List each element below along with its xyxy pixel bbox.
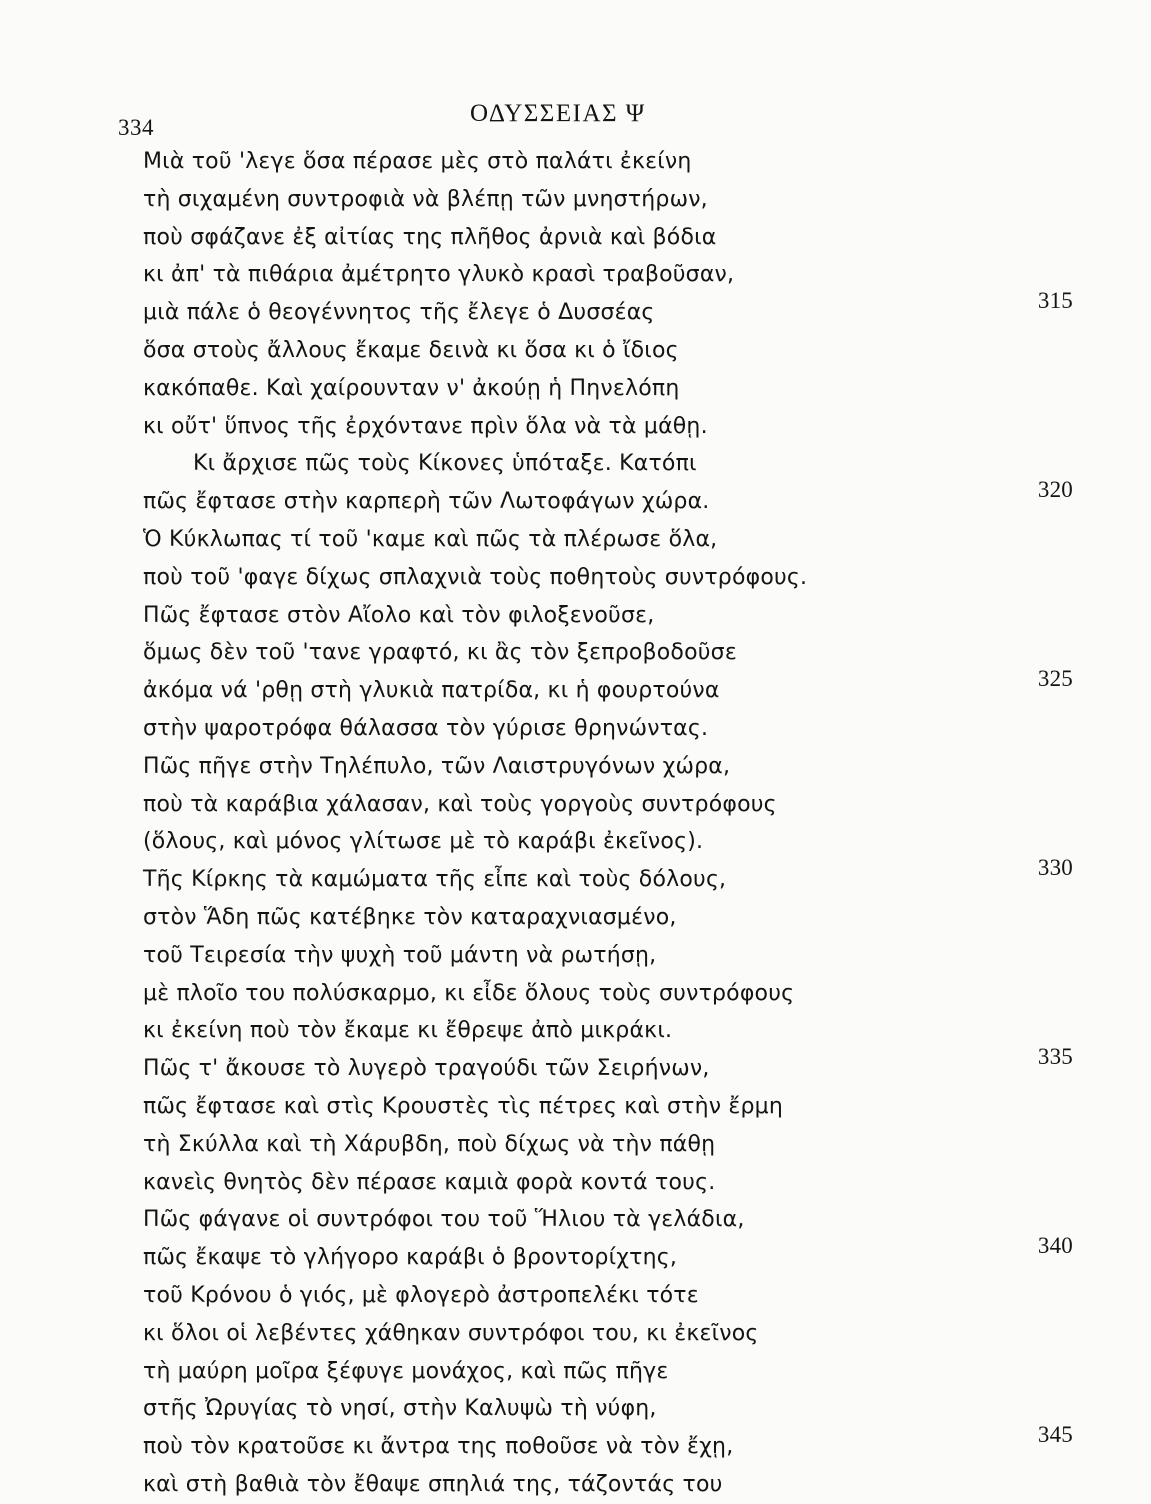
line-number: 320 <box>1037 477 1073 503</box>
verse-line <box>143 748 1083 786</box>
line-number: 345 <box>1037 1422 1073 1448</box>
verse-line <box>143 937 1083 975</box>
line-number: 340 <box>1037 1233 1073 1259</box>
verse-line <box>143 477 1083 521</box>
running-title: ΟΔΥΣΣΕΙΑΣ Ψ <box>470 100 646 127</box>
verse-line <box>143 1164 1083 1202</box>
verse-line <box>143 975 1083 1013</box>
verse-line <box>143 521 1083 559</box>
verse-line <box>143 1277 1083 1315</box>
verse-line <box>143 181 1083 219</box>
verse-line <box>143 288 1083 332</box>
verse-text: ὅμως δὲν τοῦ 'τανε γραφτό, κι ἂς τὸν ξεπροβοδοῦσε <box>143 640 737 666</box>
verse-line <box>143 823 1083 861</box>
verse-text: τὴ σιχαμένη συντροφιὰ νὰ βλέπῃ τῶν μνηστήρων, <box>143 186 708 212</box>
verse-line <box>143 1201 1083 1239</box>
verse-text: κι οὔτ' ὕπνος τῆς ἐρχόντανε πρὶν ὅλα νὰ τὰ μάθῃ. <box>143 413 708 439</box>
verse-text: κι ὅλοι οἱ λεβέντες χάθηκαν συντρόφοι του, κι ἐκεῖνος <box>143 1320 759 1346</box>
verse-line <box>143 1088 1083 1126</box>
verse-text: (ὅλους, καὶ μόνος γλίτωσε μὲ τὸ καράβι ἐκεῖνος). <box>143 829 704 855</box>
verse-line <box>143 1126 1083 1164</box>
verse-text: Τῆς Κίρκης τὰ καμώματα τῆς εἶπε καὶ τοὺς δόλους, <box>143 867 727 893</box>
verse-line <box>143 445 1083 483</box>
verse-line <box>143 899 1083 937</box>
verse-line <box>143 666 1083 710</box>
verse-line <box>143 219 1083 257</box>
verse-text: τοῦ Κρόνου ὁ γιός, μὲ φλογερὸ ἀστροπελέκι τότε <box>143 1282 699 1308</box>
verse-text: κι ἀπ' τὰ πιθάρια ἀμέτρητο γλυκὸ κρασὶ τραβοῦσαν, <box>143 262 735 288</box>
line-number: 330 <box>1037 855 1073 881</box>
verse-text: μὲ πλοῖο του πολύσκαρμο, κι εἶδε ὅλους τοὺς συντρόφους <box>143 980 795 1006</box>
verse-text: μιὰ πάλε ὁ θεογέννητος τῆς ἔλεγε ὁ Δυσσέας <box>143 300 655 326</box>
verse-text: στὸν Ἅδη πῶς κατέβηκε τὸν καταραχνιασμένο, <box>143 904 677 930</box>
verse-line <box>143 597 1083 635</box>
verse-line <box>143 1012 1083 1050</box>
verse-line <box>143 256 1083 294</box>
verse-text: Πῶς φάγανε οἱ συντρόφοι του τοῦ Ἥλιου τὰ γελάδια, <box>143 1207 745 1233</box>
verse-text: ποὺ τὰ καράβια χάλασαν, καὶ τοὺς γοργοὺς συντρόφους <box>143 791 777 817</box>
verse-line <box>143 1315 1083 1353</box>
verse-text: Ὁ Κύκλωπας τί τοῦ 'καμε καὶ πῶς τὰ πλέρωσε ὅλα, <box>143 526 718 552</box>
verse-text: τὴ Σκύλλα καὶ τὴ Χάρυβδη, ποὺ δίχως νὰ τὴν πάθῃ <box>143 1131 716 1157</box>
verse-line <box>143 559 1083 597</box>
verse-text: ἀκόμα νά 'ρθῃ στὴ γλυκιὰ πατρίδα, κι ἡ φουρτούνα <box>143 678 720 704</box>
verse-line <box>143 1422 1083 1466</box>
verse-block <box>143 143 1083 1504</box>
verse-text: Κι ἄρχισε πῶς τοὺς Κίκονες ὑπόταξε. Κατόπι <box>193 451 697 477</box>
verse-text: τὴ μαύρη μοῖρα ξέφυγε μονάχος, καὶ πῶς πῆγε <box>143 1358 669 1384</box>
verse-line <box>143 1044 1083 1088</box>
verse-line <box>143 786 1083 824</box>
verse-line <box>143 634 1083 672</box>
verse-line <box>143 1353 1083 1391</box>
line-number: 325 <box>1037 666 1073 692</box>
verse-line <box>143 370 1083 408</box>
verse-text: ποὺ τὸν κρατοῦσε κι ἄντρα της ποθοῦσε νὰ τὸν ἔχῃ, <box>143 1434 734 1460</box>
verse-text: τοῦ Τειρεσία τὴν ψυχὴ τοῦ μάντη νὰ ρωτήσῃ, <box>143 942 657 968</box>
verse-text: καὶ στὴ βαθιὰ τὸν ἔθαψε σπηλιά της, τάζοντάς του <box>143 1471 723 1497</box>
verse-text: ποὺ τοῦ 'φαγε δίχως σπλαχνιὰ τοὺς ποθητοὺς συντρόφους. <box>143 564 808 590</box>
line-number: 335 <box>1037 1044 1073 1070</box>
verse-text: πῶς ἔφτασε στὴν καρπερὴ τῶν Λωτοφάγων χώρα. <box>143 489 710 515</box>
verse-text: στὴν ψαροτρόφα θάλασσα τὸν γύρισε θρηνώντας. <box>143 715 709 741</box>
verse-line <box>143 143 1083 181</box>
verse-line <box>143 855 1083 899</box>
verse-text: κι ἐκείνη ποὺ τὸν ἔκαμε κι ἔθρεψε ἀπὸ μικράκι. <box>143 1018 673 1044</box>
verse-text: ποὺ σφάζανε ἐξ αἰτίας της πλῆθος ἀρνιὰ καὶ βόδια <box>143 224 717 250</box>
verse-line <box>143 1390 1083 1428</box>
verse-text: πῶς ἔφτασε καὶ στὶς Κρουστὲς τὶς πέτρες καὶ στὴν ἔρμη <box>143 1093 784 1119</box>
verse-text: πῶς ἔκαψε τὸ γλήγορο καράβι ὁ βροντορίχτης, <box>143 1245 678 1271</box>
verse-text: Μιὰ τοῦ 'λεγε ὅσα πέρασε μὲς στὸ παλάτι ἐκείνη <box>143 149 692 174</box>
verse-text: κανεὶς θνητὸς δὲν πέρασε καμιὰ φορὰ κοντά τους. <box>143 1169 716 1195</box>
verse-line <box>143 710 1083 748</box>
verse-text: στῆς Ὠρυγίας τὸ νησί, στὴν Καλυψὼ τὴ νύφη, <box>143 1396 657 1422</box>
verse-line <box>143 408 1083 446</box>
verse-text: Πῶς πῆγε στὴν Τηλέπυλο, τῶν Λαιστρυγόνων χώρα, <box>143 753 731 779</box>
verse-text: Πῶς ἔφτασε στὸν Αἴολο καὶ τὸν φιλοξενοῦσε, <box>143 602 655 628</box>
verse-line <box>143 1233 1083 1277</box>
line-number: 315 <box>1037 288 1073 314</box>
verse-text: κακόπαθε. Καὶ χαίρουνταν ν' ἀκούῃ ἡ Πηνελόπη <box>143 375 680 401</box>
verse-text: Πῶς τ' ἄκουσε τὸ λυγερὸ τραγούδι τῶν Σειρήνων, <box>143 1056 710 1082</box>
verse-text: ὅσα στοὺς ἄλλους ἔκαμε δεινὰ κι ὅσα κι ὁ ἴδιος <box>143 337 679 363</box>
verse-line <box>143 332 1083 370</box>
verse-line <box>143 1466 1083 1504</box>
page-number: 334 <box>118 115 154 140</box>
